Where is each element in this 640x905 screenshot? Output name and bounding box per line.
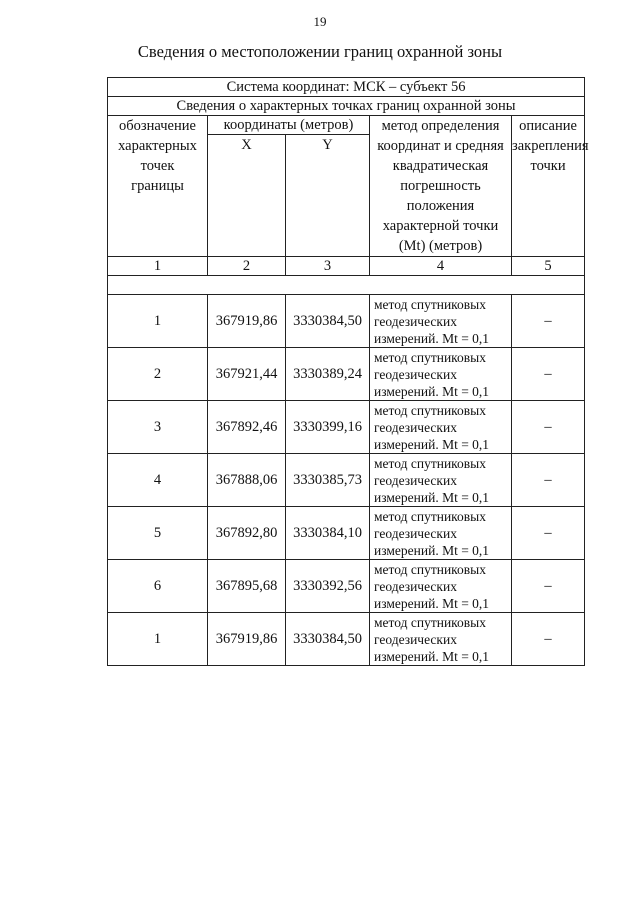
- page-number: 19: [313, 14, 327, 29]
- method-line: метод спутниковых: [374, 296, 486, 312]
- y-cell: 3330399,16: [286, 401, 370, 454]
- method-line: метод спутниковых: [374, 349, 486, 365]
- method-cell: [370, 613, 512, 666]
- method-line: измерений. Mt = 0,1: [374, 542, 490, 558]
- header-description-line: точки: [530, 158, 566, 174]
- header-method: [370, 116, 512, 257]
- y-cell: 3330384,10: [286, 507, 370, 560]
- x-cell: 367892,46: [208, 401, 286, 454]
- header-description-line: описание: [519, 118, 577, 134]
- header-x: X: [208, 135, 286, 257]
- method-cell: [370, 560, 512, 613]
- header-designation-line: границы: [131, 178, 184, 194]
- column-number: 5: [512, 257, 585, 276]
- description-cell: –: [512, 348, 585, 401]
- header-y: Y: [286, 135, 370, 257]
- point-cell: 4: [108, 454, 208, 507]
- method-cell: [370, 348, 512, 401]
- header-method-line: координат и средняя: [377, 138, 504, 154]
- method-line: геодезических: [374, 578, 457, 594]
- method-line: геодезических: [374, 419, 457, 435]
- method-line: измерений. Mt = 0,1: [374, 436, 490, 452]
- description-cell: –: [512, 295, 585, 348]
- boundary-points-table: [107, 77, 589, 666]
- header-method-line: квадратическая: [392, 158, 489, 174]
- method-line: измерений. Mt = 0,1: [374, 383, 490, 399]
- point-cell: 1: [108, 613, 208, 666]
- y-cell: 3330384,50: [286, 295, 370, 348]
- header-description-line: закрепления: [512, 138, 589, 154]
- method-line: измерений. Mt = 0,1: [374, 330, 490, 346]
- method-cell: [370, 454, 512, 507]
- coordinate-system-row: Система координат: МСК – субъект 56: [108, 78, 585, 97]
- description-cell: –: [512, 454, 585, 507]
- table-row: [108, 560, 585, 613]
- y-cell: 3330389,24: [286, 348, 370, 401]
- method-line: метод спутниковых: [374, 402, 486, 418]
- header-designation: [108, 116, 208, 257]
- method-line: геодезических: [374, 313, 457, 329]
- table-row: [108, 613, 585, 666]
- method-cell: [370, 295, 512, 348]
- method-cell: [370, 401, 512, 454]
- x-cell: 367895,68: [208, 560, 286, 613]
- header-description: [512, 116, 589, 257]
- x-cell: 367919,86: [208, 613, 286, 666]
- description-cell: –: [512, 401, 585, 454]
- description-cell: –: [512, 560, 585, 613]
- method-line: измерений. Mt = 0,1: [374, 489, 490, 505]
- characteristic-points-row: Сведения о характерных точках границ охранной зоны: [108, 97, 585, 116]
- method-line: метод спутниковых: [374, 508, 486, 524]
- method-line: геодезических: [374, 631, 457, 647]
- header-method-line: (Mt) (метров): [398, 238, 483, 254]
- description-cell: –: [512, 613, 585, 666]
- description-cell: –: [512, 507, 585, 560]
- header-method-line: характерной точки: [382, 218, 499, 234]
- column-number: 1: [108, 257, 208, 276]
- document-title: Сведения о местоположении границ охранной зоны: [137, 42, 503, 61]
- point-cell: 1: [108, 295, 208, 348]
- method-line: метод спутниковых: [374, 614, 486, 630]
- table-row: [108, 401, 585, 454]
- point-cell: 3: [108, 401, 208, 454]
- column-number: 3: [286, 257, 370, 276]
- table-row: [108, 348, 585, 401]
- x-cell: 367892,80: [208, 507, 286, 560]
- header-designation-line: обозначение: [119, 118, 196, 134]
- table-row: [108, 295, 585, 348]
- method-line: измерений. Mt = 0,1: [374, 595, 490, 611]
- method-line: измерений. Mt = 0,1: [374, 648, 490, 664]
- method-line: геодезических: [374, 366, 457, 382]
- header-method-line: метод определения: [381, 118, 500, 134]
- x-cell: 367919,86: [208, 295, 286, 348]
- header-method-line: положения: [406, 198, 475, 214]
- table-row: [108, 454, 585, 507]
- y-cell: 3330385,73: [286, 454, 370, 507]
- x-cell: 367888,06: [208, 454, 286, 507]
- header-coordinates: координаты (метров): [208, 116, 370, 135]
- column-number: 2: [208, 257, 286, 276]
- header-designation-line: точек: [140, 158, 175, 174]
- method-line: геодезических: [374, 525, 457, 541]
- x-cell: 367921,44: [208, 348, 286, 401]
- y-cell: 3330392,56: [286, 560, 370, 613]
- method-cell: [370, 507, 512, 560]
- header-designation-line: характерных: [118, 138, 197, 154]
- point-cell: 2: [108, 348, 208, 401]
- y-cell: 3330384,50: [286, 613, 370, 666]
- empty-row: [108, 276, 585, 295]
- method-line: метод спутниковых: [374, 455, 486, 471]
- method-line: метод спутниковых: [374, 561, 486, 577]
- table-row: [108, 507, 585, 560]
- point-cell: 6: [108, 560, 208, 613]
- method-line: геодезических: [374, 472, 457, 488]
- point-cell: 5: [108, 507, 208, 560]
- column-number: 4: [370, 257, 512, 276]
- header-method-line: погрешность: [400, 178, 481, 194]
